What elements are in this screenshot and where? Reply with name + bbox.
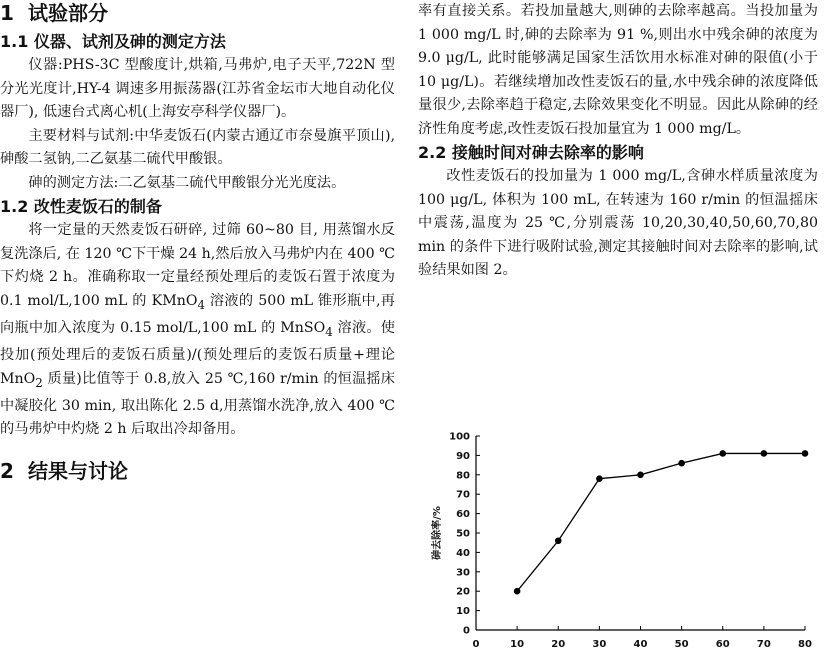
section-number: 1 bbox=[0, 1, 14, 25]
continued-paragraph: 率有直接关系。若投加量越大,则砷的去除率越高。当投加量为 1 000 mg/L 时,砷的去除率为 91 %,则出水中残余砷的浓度为 9.0 μg/L, 此时能够满足国家生活饮用水标准对砷的限值(小于 10 μg/L)。若继续增加改性麦饭石的量,水中残余砷的浓度降低量很少,去除率趋于稳定,去除效果变化不明显。因此从除砷的经济性角度考虑,改性麦饭石投加量宜为 1 000 mg/L。 bbox=[418, 3, 818, 137]
y-tick-label: 40 bbox=[456, 547, 470, 559]
preparation-paragraph bbox=[0, 219, 395, 442]
section-title: 试验部分 bbox=[28, 1, 108, 25]
subsection-1-2-heading: 1.2 改性麦饭石的制备 bbox=[0, 197, 162, 216]
series-line bbox=[517, 453, 805, 591]
removal-rate-chart bbox=[418, 428, 828, 654]
section-1-heading bbox=[0, 0, 395, 26]
data-point bbox=[761, 450, 768, 457]
prep-text-3: 溶液。使投加(预处理后的麦饭石质量)/(预处理后的麦饭石质量+理论 MnO bbox=[0, 319, 395, 387]
x-tick-label: 0 bbox=[472, 639, 480, 650]
y-tick-label: 70 bbox=[456, 489, 470, 501]
method-paragraph: 砷的测定方法:二乙氨基二硫代甲酸银分光光度法。 bbox=[28, 174, 346, 191]
y-tick-label: 0 bbox=[463, 625, 470, 637]
prep-text-1: 将一定量的天然麦饭石研碎, 过筛 60~80 目, 用蒸馏水反复洗涤后, 在 120 ℃下干燥 24 h,然后放入马弗炉内在 400 ℃下灼烧 2 h。准确称取一定量经预处理后的麦饭石置于浓度为 0.1 mol/L,100 mL 的 KMnO bbox=[0, 222, 395, 309]
x-tick-label: 10 bbox=[510, 639, 525, 650]
y-tick-label: 50 bbox=[456, 528, 470, 540]
prep-subscript-1: 4 bbox=[197, 297, 206, 312]
prep-subscript-2: 4 bbox=[325, 324, 333, 339]
y-tick-label: 100 bbox=[449, 431, 470, 443]
section-number: 2 bbox=[0, 458, 14, 483]
section-title: 结果与讨论 bbox=[28, 458, 128, 483]
materials-paragraph: 主要材料与试剂:中华麦饭石(内蒙古通辽市奈曼旗平顶山),砷酸二氢钠,二乙氨基二硫代甲酸银。 bbox=[0, 127, 395, 167]
subsection-1-1-heading: 1.1 仪器、试剂及砷的测定方法 bbox=[0, 32, 226, 51]
data-point bbox=[596, 475, 603, 482]
x-tick-label: 30 bbox=[592, 639, 607, 650]
y-tick-label: 60 bbox=[456, 509, 470, 521]
y-axis-label: 砷去除率/% bbox=[432, 506, 443, 560]
x-tick-label: 20 bbox=[551, 639, 566, 650]
y-tick-label: 80 bbox=[456, 470, 470, 482]
y-tick-label: 30 bbox=[456, 567, 470, 579]
instruments-paragraph: 仪器:PHS-3C 型酸度计,烘箱,马弗炉,电子天平,722N 型分光光度计,HY-4 调速多用振荡器(江苏省金坛市大地自动化仪器厂), 低速台式离心机(上海安亭科学仪器厂)。 bbox=[0, 57, 395, 120]
x-tick-label: 50 bbox=[674, 639, 689, 650]
contact-time-paragraph: 改性麦饭石的投加量为 1 000 mg/L,含砷水样质量浓度为 100 μg/L, 体积为 100 mL, 在转速为 160 r/min 的恒温摇床中震荡,温度为 25 ℃,分别震荡 10,20,30,40,50,60,70,80 min 的条件下进行吸附试验,测定其接触时间对去除率的影响,试验结果如图 2。 bbox=[418, 168, 818, 278]
x-tick-label: 70 bbox=[756, 639, 771, 650]
x-tick-label: 40 bbox=[633, 639, 648, 650]
y-tick-label: 20 bbox=[456, 586, 470, 598]
prep-text-2: 溶液的 500 mL 锥形瓶中,再向瓶中加入浓度为 0.15 mol/L,100 mL 的 MnSO bbox=[0, 292, 395, 336]
figure-2-chart bbox=[418, 428, 828, 654]
chart-axes bbox=[449, 432, 812, 651]
y-tick-label: 10 bbox=[456, 606, 470, 618]
prep-subscript-3: 2 bbox=[35, 375, 43, 390]
y-tick-label: 90 bbox=[456, 450, 470, 462]
data-point bbox=[637, 472, 644, 479]
data-point bbox=[802, 450, 809, 457]
x-tick-label: 80 bbox=[798, 639, 812, 650]
right-column bbox=[418, 0, 818, 283]
subsection-2-2-heading: 2.2 接触时间对砷去除率的影响 bbox=[418, 143, 644, 162]
prep-text-4: 质量)比值等于 0.8,放入 25 ℃,160 r/min 的恒温摇床中凝胶化 30 min, 取出陈化 2.5 d,用蒸馏水洗净,放入 400 ℃的马弗炉中灼烧 2 h 后取出冷却备用。 bbox=[0, 370, 395, 438]
left-column bbox=[0, 0, 395, 484]
section-2-heading bbox=[0, 458, 395, 484]
data-point bbox=[719, 450, 726, 457]
chart-marks bbox=[514, 450, 808, 594]
data-point bbox=[555, 537, 562, 544]
x-tick-label: 60 bbox=[715, 639, 730, 650]
data-point bbox=[514, 588, 521, 595]
data-point bbox=[678, 460, 685, 467]
